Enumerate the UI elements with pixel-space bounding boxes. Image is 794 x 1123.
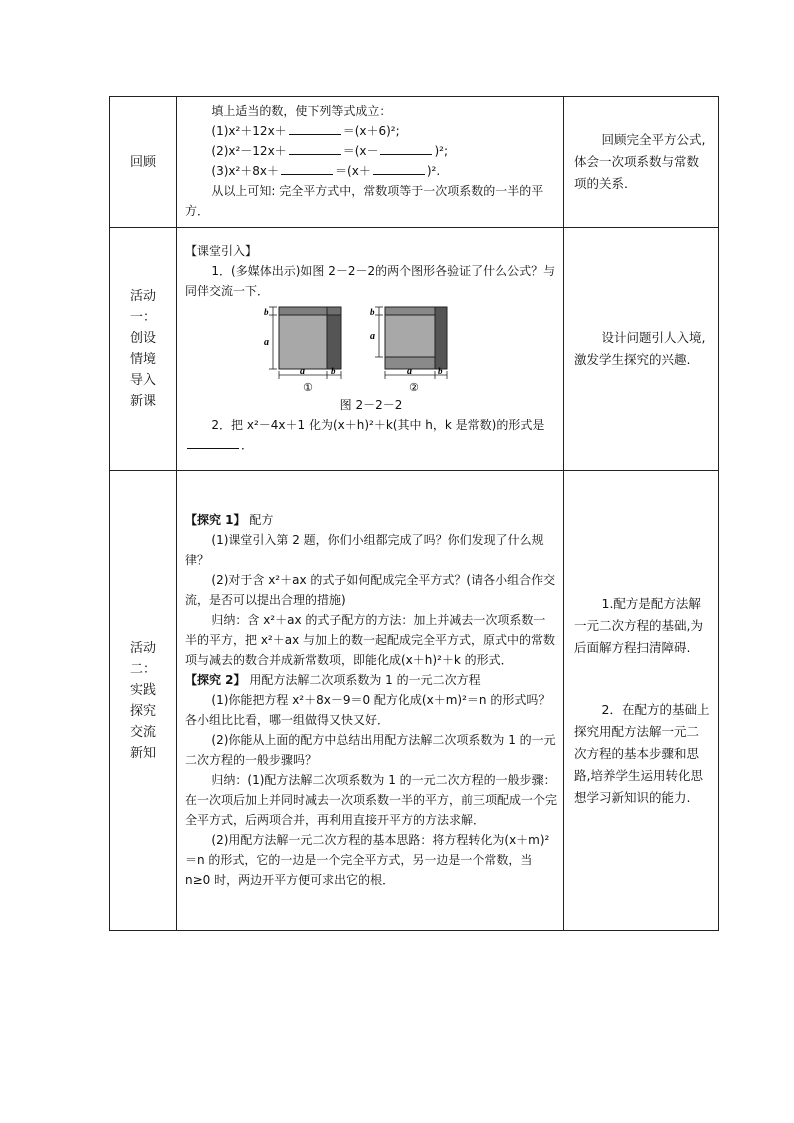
explore2-tag: 【探究 2】	[185, 672, 246, 687]
activity1-note: 设计问题引人入境,激发学生探究的兴趣.	[574, 330, 706, 367]
activity1-row	[110, 228, 719, 471]
review-eq1	[185, 121, 557, 141]
q2-text: 2．把 x²－4x＋1 化为(x＋h)²＋k(其中 h，k 是常数)的形式是	[211, 418, 545, 432]
figure-caption: 图 2－2－2	[339, 398, 403, 412]
review-intro: 填上适当的数，使下列等式成立：	[211, 104, 392, 118]
figure-1	[264, 307, 341, 394]
eq3-blank-2	[373, 162, 425, 175]
review-label: 回顾	[129, 154, 156, 170]
fig1-number: ①	[303, 381, 313, 394]
review-eq3	[185, 161, 557, 181]
activity2-content-cell	[177, 471, 564, 931]
eq3-blank-1	[281, 162, 333, 175]
q2-blank	[187, 436, 239, 449]
review-conclusion: 从以上可知: 完全平方式中，常数项等于一次项系数的一半的平方．	[185, 184, 544, 218]
eq3-right: )².	[426, 164, 441, 178]
fig2-number: ②	[409, 381, 419, 394]
eq3-left: (3)x²＋8x＋	[211, 164, 280, 178]
explore2-summary1: 归纳：(1)配方法解二次项系数为 1 的一元二次方程的一般步骤：在一次项后加上并同时减去一次项系数一半的平方，前三项配成一个完全平方式，后两项合并，再利用直接开平方的方法求解．	[185, 772, 558, 827]
eq1-blank	[289, 122, 341, 135]
explore2-title: 用配方法解二次项系数为 1 的一元二次方程	[245, 672, 481, 687]
activity2-note2: 2．在配方的基础上探究用配方法解一元二次方程的基本步骤和思路,培养学生运用转化思想学习新知识的能力.	[574, 701, 710, 805]
fig2-label-b: b	[370, 307, 375, 317]
explore1-heading	[185, 510, 557, 530]
fig2-label-b-bottom: b	[438, 366, 443, 376]
explore1-q2: (2)对于含 x²＋ax 的式子如何配成完全平方式？(请各小组合作交流，是否可以提出合理的措施)	[185, 572, 556, 607]
fig1-label-b: b	[264, 307, 269, 317]
fig2-label-a-bottom: a	[407, 366, 412, 377]
eq2-right: )²;	[434, 144, 449, 158]
explore2-q1: (1)你能把方程 x²＋8x－9＝0 配方化成(x＋m)²＝n 的形式吗？各小组比比看，哪一组做得又快又好．	[185, 692, 551, 727]
review-row	[110, 97, 719, 228]
eq2-blank-1	[289, 142, 341, 155]
explore2-heading	[185, 670, 557, 690]
activity2-row	[110, 471, 719, 931]
q2-end: ．	[241, 438, 254, 452]
lesson-plan-table	[109, 96, 719, 931]
square-figures	[185, 303, 557, 395]
eq3-mid: ＝(x＋	[335, 164, 371, 178]
activity1-heading: 【课堂引入】	[185, 244, 258, 258]
figure-2	[370, 307, 447, 394]
review-note: 回顾完全平方公式,体会一次项系数与常数项的关系.	[574, 132, 706, 191]
explore1-q1: (1)课堂引入第 2 题，你们小组都完成了吗？你们发现了什么规律？	[185, 532, 544, 567]
activity1-q2	[185, 415, 557, 455]
eq1-right: ＝(x＋6)²;	[342, 124, 400, 138]
activity1-label-cell	[110, 228, 177, 471]
explore1-tag: 【探究 1】	[185, 512, 246, 527]
review-label-cell	[110, 97, 177, 228]
explore1-title: 配方	[245, 512, 274, 527]
explore1-summary: 归纳：含 x²＋ax 的式子配方的方法：加上并减去一次项系数一半的平方，把 x²＋ax 与加上的数一起配成完全平方式，原式中的常数项与减去的数合并成新常数项，即能化成(x＋h)²＋k 的形式．	[185, 612, 555, 667]
review-note-cell	[564, 97, 719, 228]
eq1-left: (1)x²＋12x＋	[211, 124, 287, 138]
activity1-q1: 1．(多媒体出示)如图 2－2－2的两个图形各验证了什么公式？与同伴交流一下．	[185, 264, 556, 298]
activity1-label: 活动一：创设情境导入新课	[129, 289, 156, 409]
activity2-note1: 1.配方是配方法解一元二次方程的基础,为后面解方程扫清障碍.	[574, 595, 703, 655]
activity1-note-cell	[564, 228, 719, 471]
note-spacer	[574, 659, 710, 699]
activity2-label-cell	[110, 471, 177, 931]
fig1-label-a-bottom: a	[300, 366, 305, 377]
activity1-content-cell	[177, 228, 564, 471]
fig1-label-a-side: a	[264, 337, 269, 348]
eq2-mid: ＝(x－	[342, 144, 379, 158]
activity2-label: 活动二：实践探究交流新知	[129, 640, 156, 761]
eq2-blank-2	[380, 142, 432, 155]
explore2-summary2: (2)用配方法解一元二次方程的基本思路：将方程转化为(x＋m)²＝n 的形式，它的一边是一个完全平方式，另一边是一个常数，当 n≥0 时，两边开平方便可求出它的根．	[185, 832, 550, 887]
review-content-cell	[177, 97, 564, 228]
fig2-label-a-side: a	[370, 331, 375, 342]
review-eq2	[185, 141, 557, 161]
fig1-label-b-bottom: b	[331, 366, 336, 376]
square-figures-svg	[185, 303, 541, 395]
activity2-note-cell	[564, 471, 719, 931]
eq2-left: (2)x²－12x＋	[211, 144, 287, 158]
explore2-q2: (2)你能从上面的配方中总结出用配方法解二次项系数为 1 的一元二次方程的一般步骤吗？	[185, 732, 556, 767]
